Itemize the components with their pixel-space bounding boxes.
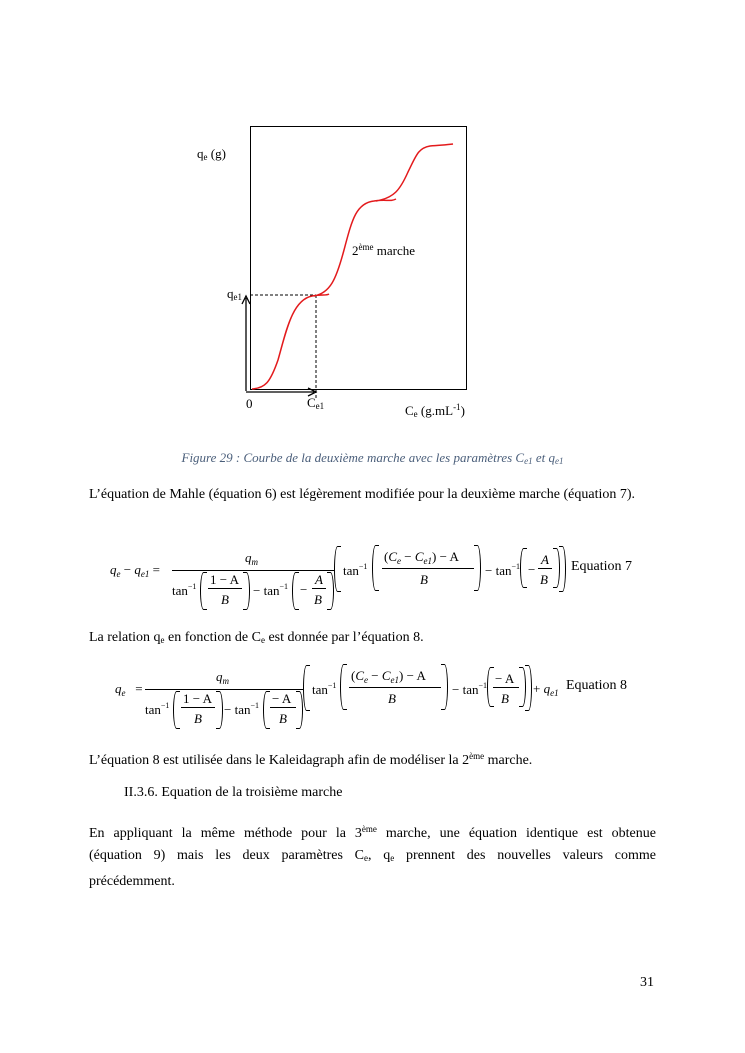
- y-axis-label: $q_e$ (g): [197, 146, 226, 162]
- eq8-den-num1: 1 − A: [183, 691, 213, 706]
- eq8-num-ce: $(C_e - C_{e1}) - A$: [351, 668, 426, 685]
- eq7-tan3: $\tan^{-1}$: [343, 562, 368, 578]
- eq8-B4: B: [501, 691, 509, 706]
- eq8-den-paren-l2: [263, 691, 270, 729]
- eq7-B3: B: [420, 572, 428, 587]
- paragraph-mahle: L’équation de Mahle (équation 6) est légèrement modifiée pour la deuxième marche (équation 7).: [89, 487, 636, 502]
- eq7-big-paren-r: [559, 546, 566, 592]
- eq7-main-fraction-bar: [172, 570, 334, 571]
- p4-line1: En appliquant la même méthode pour la 3ème marche, une équation identique est obtenue: [89, 824, 656, 841]
- eq8-bar3: [349, 687, 441, 688]
- eq8-den-tan2: − $\tan^{-1}$: [224, 701, 259, 717]
- eq7-paren-l3: [372, 545, 379, 591]
- eq7-den-bar1: [208, 588, 242, 589]
- eq8-den-B1: B: [194, 711, 202, 726]
- eq8-den-bar2: [270, 707, 296, 708]
- step-curve: [252, 144, 453, 389]
- eq8-den-bar1: [181, 707, 215, 708]
- eq7-num-ce: $(C_e - C_{e1}) - A$: [384, 549, 459, 566]
- eq8-den-paren-r1: [216, 691, 223, 729]
- eq7-lhs: $q_e - q_{e1}$ =: [110, 562, 160, 579]
- eq7-den-paren-r2: [327, 572, 334, 610]
- eq8-bar4: [493, 687, 519, 688]
- eq8-big-paren-r: [525, 665, 532, 711]
- eq7-den-B2: B: [314, 592, 322, 607]
- eq7-den-tan1: $\tan^{-1}$: [172, 582, 197, 598]
- eq7-den-paren-l1: [200, 572, 207, 610]
- eq7-tan4: − $\tan^{-1}$: [485, 562, 520, 578]
- eq8-den-paren-l1: [173, 691, 180, 729]
- eq8-qm: $q_m$: [216, 669, 229, 686]
- eq7-bar3: [382, 568, 474, 569]
- p4-line3: précédemment.: [89, 874, 175, 889]
- p4-line2: (équation 9) mais les deux paramètres $C_e$, $q_e$ prennent des nouvelles valeurs comme: [89, 848, 657, 863]
- eq7-den-minus2: −: [300, 582, 308, 597]
- eq7-den-A2: A: [315, 572, 323, 587]
- eq8-minusA4: − A: [495, 671, 515, 686]
- eq8-lhs: $q_e$ =: [115, 681, 143, 698]
- eq8-tan3: $\tan^{-1}$: [312, 681, 337, 697]
- eq7-den-B1: B: [221, 592, 229, 607]
- eq8-den-tan1: $\tan^{-1}$: [145, 701, 170, 717]
- eq8-B3: B: [388, 691, 396, 706]
- eq8-den-B2: B: [279, 711, 287, 726]
- eq8-paren-l3: [340, 664, 347, 710]
- eq7-paren-l4: [520, 548, 527, 588]
- paragraph-relation: La relation $q_e$ en fonction de $C_e$ est donnée par l’équation 8.: [89, 630, 424, 645]
- eq8-den-paren-r2: [296, 691, 303, 729]
- eq7-qm: $q_m$: [245, 550, 258, 567]
- qe1-label: $q_{e1}$: [227, 286, 242, 302]
- eq8-main-fraction-bar: [145, 689, 303, 690]
- ce1-label: $C_{e1}$: [307, 395, 325, 411]
- eq7-bar4: [538, 568, 552, 569]
- eq7-paren-r3: [474, 545, 481, 591]
- eq7-den-paren-r1: [243, 572, 250, 610]
- origin-label: 0: [246, 396, 253, 411]
- x-axis-label: $C_e$ $(g.mL^{-1})$: [405, 402, 465, 419]
- eq7-den-paren-l2: [292, 572, 299, 610]
- eq8-den-minusA: − A: [272, 691, 292, 706]
- eq8-label: Equation 8: [566, 678, 628, 693]
- eq7-den-tan2: − $\tan^{-1}$: [253, 582, 288, 598]
- paragraph-kaleidagraph: L’équation 8 est utilisée dans le Kaleidagraph afin de modéliser la 2ème marche.: [89, 751, 533, 768]
- eq7-label: Equation 7: [571, 559, 633, 574]
- section-heading: II.3.6. Equation de la troisième marche: [124, 785, 343, 800]
- eq7-minus4: −: [528, 562, 536, 577]
- eq7-B4: B: [540, 572, 548, 587]
- eq7-A4: A: [541, 552, 549, 567]
- eq8-tan4: − $\tan^{-1}$: [452, 681, 487, 697]
- eq8-paren-r3: [441, 664, 448, 710]
- eq8-big-paren-l: [303, 665, 310, 711]
- second-step-annotation: 2ème marche: [352, 242, 416, 258]
- step-curve-plot: [0, 0, 745, 430]
- page-number: 31: [640, 975, 654, 990]
- eq7-big-paren-l: [334, 546, 341, 592]
- figure-caption: Figure 29 : Courbe de la deuxième marche avec les paramètres $C_{e1}$ et $q_{e1}$: [181, 450, 564, 466]
- eq7-den-bar2: [312, 588, 326, 589]
- eq8-plus-qe1: + $q_{e1}$: [533, 681, 559, 698]
- eq7-den-num1: 1 − A: [210, 572, 240, 587]
